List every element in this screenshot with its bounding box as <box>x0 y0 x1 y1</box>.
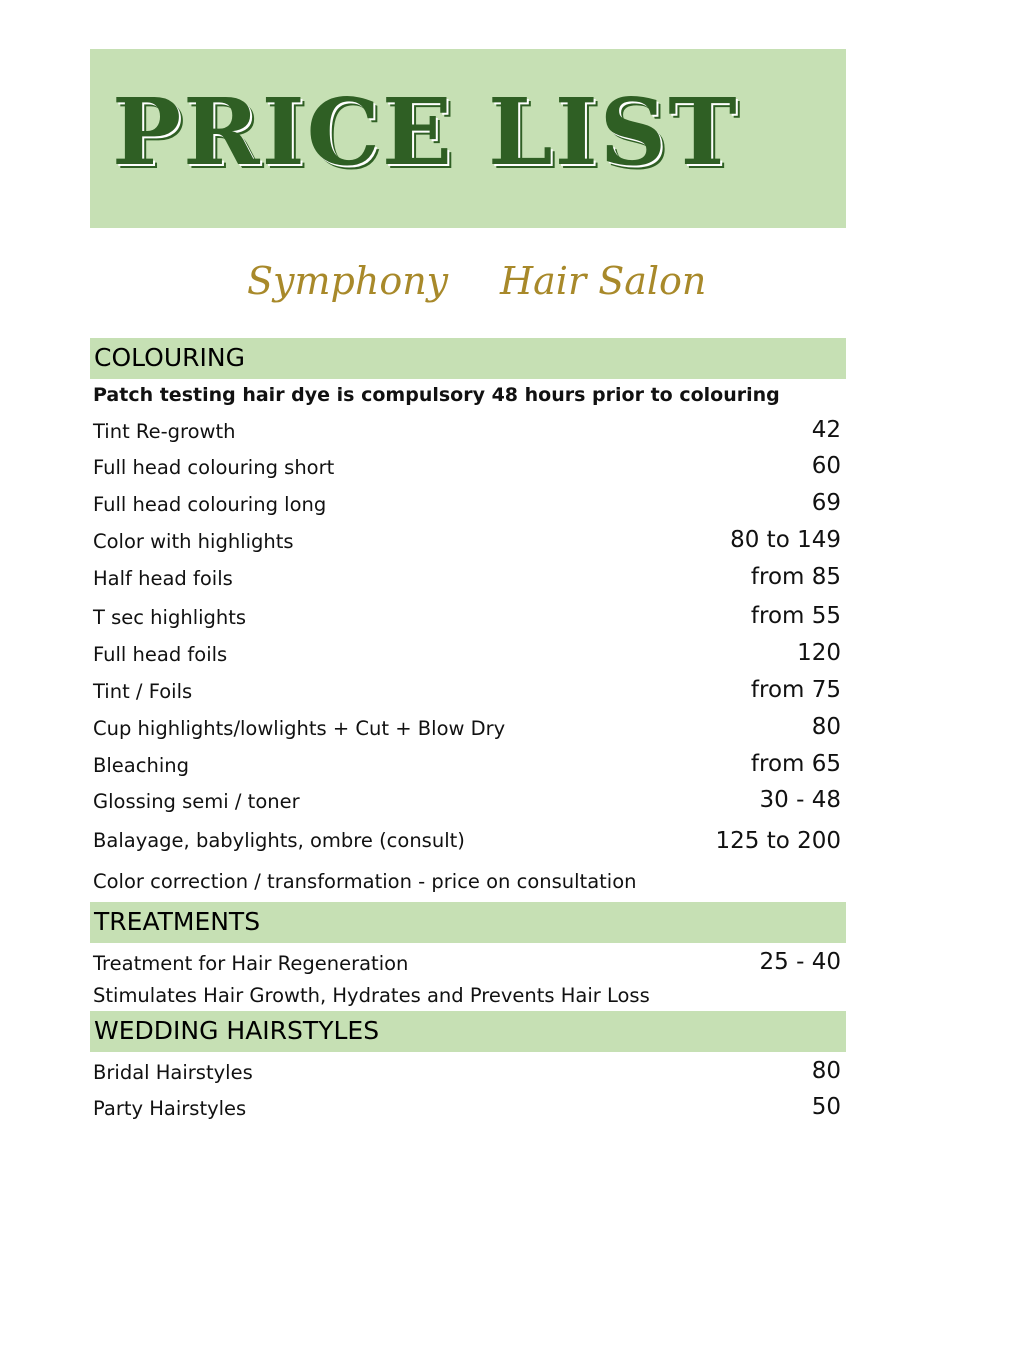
service-label: Bleaching <box>93 754 189 777</box>
service-label: Full head colouring long <box>93 493 327 516</box>
colouring-footer-note: Color correction / transformation - price on consultation <box>93 870 637 893</box>
price-row <box>90 822 846 856</box>
price-row <box>90 523 846 557</box>
service-label: Balayage, babylights, ombre (consult) <box>93 829 465 852</box>
treatments-footer-note: Stimulates Hair Growth, Hydrates and Prevents Hair Loss <box>93 984 650 1007</box>
colouring-notice: Patch testing hair dye is compulsory 48 hours prior to colouring <box>93 384 780 406</box>
salon-name-part1: Symphony <box>247 259 449 303</box>
service-price: 30 - 48 <box>759 787 841 813</box>
section-heading: WEDDING HAIRSTYLES <box>94 1016 380 1045</box>
price-row <box>90 636 846 670</box>
service-label: Cup highlights/lowlights + Cut + Blow Dry <box>93 717 506 740</box>
page-title: PRICE LIST <box>112 78 739 186</box>
service-label: Tint Re-growth <box>93 420 236 443</box>
service-price: 120 <box>797 640 841 666</box>
service-label: Half head foils <box>93 567 233 590</box>
service-price: from 75 <box>750 677 841 703</box>
price-row <box>90 413 846 447</box>
price-row <box>90 710 846 744</box>
service-price: 50 <box>811 1094 841 1120</box>
service-price: 125 to 200 <box>715 828 841 854</box>
price-row <box>90 449 846 483</box>
service-price: from 55 <box>750 603 841 629</box>
service-label: Full head colouring short <box>93 456 335 479</box>
price-row <box>90 747 846 781</box>
service-price: 60 <box>811 453 841 479</box>
service-price: 80 <box>811 1058 841 1084</box>
section-heading: COLOURING <box>94 343 245 372</box>
service-price: 69 <box>811 490 841 516</box>
service-label: T sec highlights <box>93 606 247 629</box>
price-row <box>90 1054 846 1088</box>
section-header-treatments <box>90 902 846 943</box>
service-price: from 85 <box>750 564 841 590</box>
price-row <box>90 783 846 817</box>
price-row <box>90 599 846 633</box>
service-price: 25 - 40 <box>759 949 841 975</box>
section-header-wedding <box>90 1011 846 1052</box>
price-row <box>90 673 846 707</box>
service-label: Glossing semi / toner <box>93 790 300 813</box>
salon-name-part2: Hair Salon <box>500 259 707 303</box>
section-heading: TREATMENTS <box>94 907 261 936</box>
service-label: Full head foils <box>93 643 228 666</box>
service-price: 80 to 149 <box>730 527 841 553</box>
service-label: Bridal Hairstyles <box>93 1061 253 1084</box>
price-row <box>90 486 846 520</box>
section-header-colouring <box>90 338 846 379</box>
service-label: Treatment for Hair Regeneration <box>93 952 409 975</box>
price-row <box>90 1090 846 1124</box>
service-price: 42 <box>811 417 841 443</box>
service-price: 80 <box>811 714 841 740</box>
service-price: from 65 <box>750 751 841 777</box>
price-row <box>90 560 846 594</box>
price-row <box>90 945 846 979</box>
title-banner <box>90 49 846 228</box>
service-label: Color with highlights <box>93 530 294 553</box>
service-label: Tint / Foils <box>93 680 193 703</box>
service-label: Party Hairstyles <box>93 1097 247 1120</box>
